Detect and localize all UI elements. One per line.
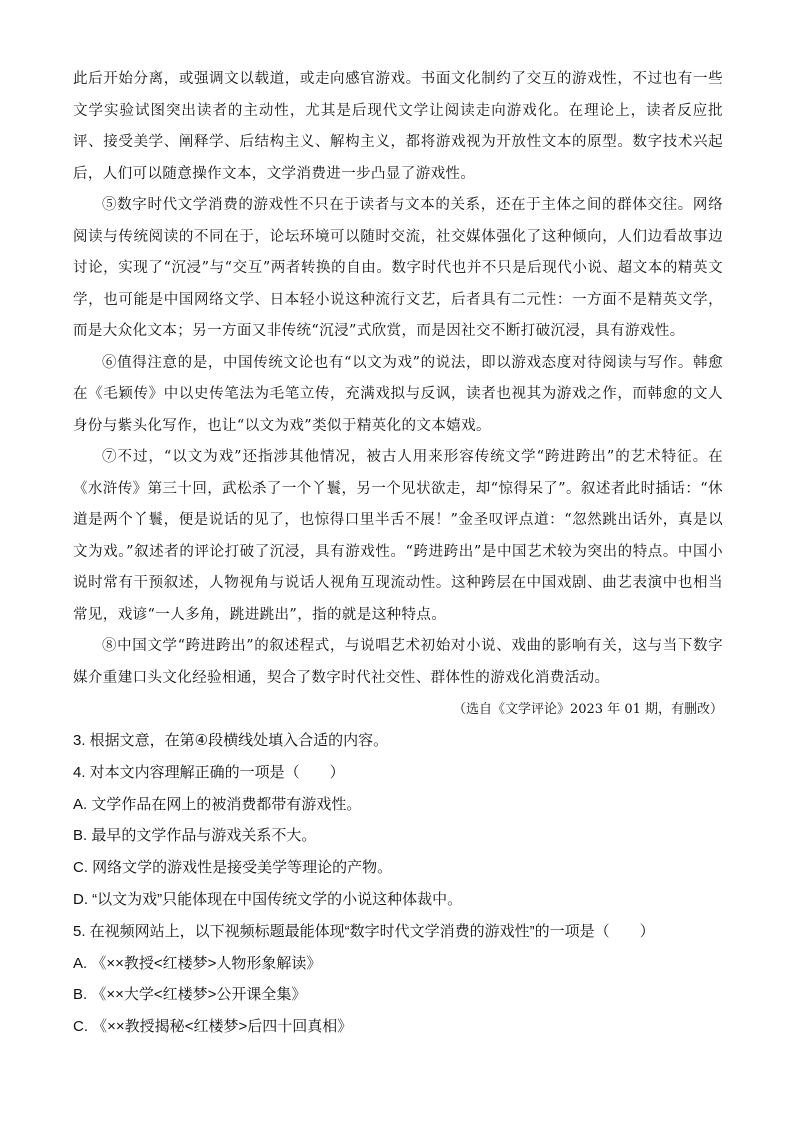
question-4: 4. 对本文内容理解正确的一项是（ ） (73, 763, 345, 781)
question-4-option-d: D. “以文为戏”只能体现在中国传统文学的小说这种体裁中。 (73, 890, 463, 908)
question-4-option-c: C. 网络文学的游戏性是接受美学等理论的产物。 (73, 859, 393, 877)
question-3: 3. 根据文意，在第④段横线处填入合适的内容。 (73, 732, 389, 749)
passage-paragraph-7: ⑦不过，“以文为戏”还指涉其他情况，被古人用来形容传统文学“跨进跨出”的艺术特征。在《水浒传》第三十回，武松杀了一个丫鬟，另一个见状欲走，却“惊得呆了”。叙述者此时插话：“休道是两个丫鬟，便是说话的见了，也惊得口里半舌不展！”金圣叹评点道：“忽然跳出话外，真是以文为戏。”叙述者的评论打破了沉浸，具有游戏性。“跨进跨出”是中国艺术较为突出的特点。中国小说时常有干预叙述，人物视角与说话人视角互现流动性。这种跨层在中国戏剧、曲艺表演中也相当常见，戏谚“一人多角，跳进跳出”，指的就是这种特点。 (73, 449, 724, 623)
passage-paragraph-continued: 此后开始分离，或强调文以载道，或走向感官游戏。书面文化制约了交互的游戏性，不过也有一些文学实验试图突出读者的主动性，尤其是后现代文学让阅读走向游戏化。在理论上，读者反应批评、接受美学、阐释学、后结构主义、解构主义，都将游戏视为开放性文本的原型。数字技术兴起后，人们可以随意操作文本，文学消费进一步凸显了游戏性。 (73, 71, 723, 182)
passage-paragraph-5: ⑤数字时代文学消费的游戏性不只在于读者与文本的关系，还在于主体之间的群体交往。网络阅读与传统阅读的不同在于，论坛环境可以随时交流，社交媒体强化了这种倾向，人们边看故事边讨论，实现了“沉浸”与“交互”两者转换的自由。数字时代也并不只是后现代小说、超文本的精英文学，也可能是中国网络文学、日本轻小说这种流行文艺，后者具有二元性：一方面不是精英文学，而是大众化文本；另一方面又非传统“沉浸”式欣赏，而是因社交不断打破沉浸，具有游戏性。 (73, 197, 723, 339)
reading-passage (73, 64, 723, 694)
question-4-option-a: A. 文学作品在网上的被消费都带有游戏性。 (73, 795, 362, 813)
question-list (73, 725, 723, 1043)
question-5-option-b: B. 《××大学<红楼梦>公开课全集》 (73, 986, 307, 1004)
exam-page (73, 64, 723, 1043)
passage-paragraph-6: ⑥值得注意的是，中国传统文论也有“以文为戏”的说法，即以游戏态度对待阅读与写作。韩愈在《毛颖传》中以史传笔法为毛笔立传，充满戏拟与反讽，读者也视其为游戏之作，而韩愈的文人身份与紫头化写作，也让“以文为戏”类似于精英化的文本嬉戏。 (73, 354, 723, 434)
question-5-option-c: C. 《××教授揭秘<红楼梦>后四十回真相》 (73, 1018, 353, 1036)
question-5-option-a: A. 《××教授<红楼梦>人物形象解读》 (73, 954, 322, 972)
question-5: 5. 在视频网站上，以下视频标题最能体现“数字时代文学消费的游戏性”的一项是（ ） (73, 922, 655, 940)
passage-source: （选自《文学评论》2023 年 01 期，有删改） (452, 702, 723, 717)
passage-paragraph-8: ⑧中国文学“跨进跨出”的叙述程式，与说唱艺术初始对小说、戏曲的影响有关，这与当下数字媒介重建口头文化经验相通，契合了数字时代社交性、群体性的游戏化消费活动。 (73, 638, 723, 686)
question-4-option-b: B. 最早的文学作品与游戏关系不大。 (73, 827, 317, 845)
